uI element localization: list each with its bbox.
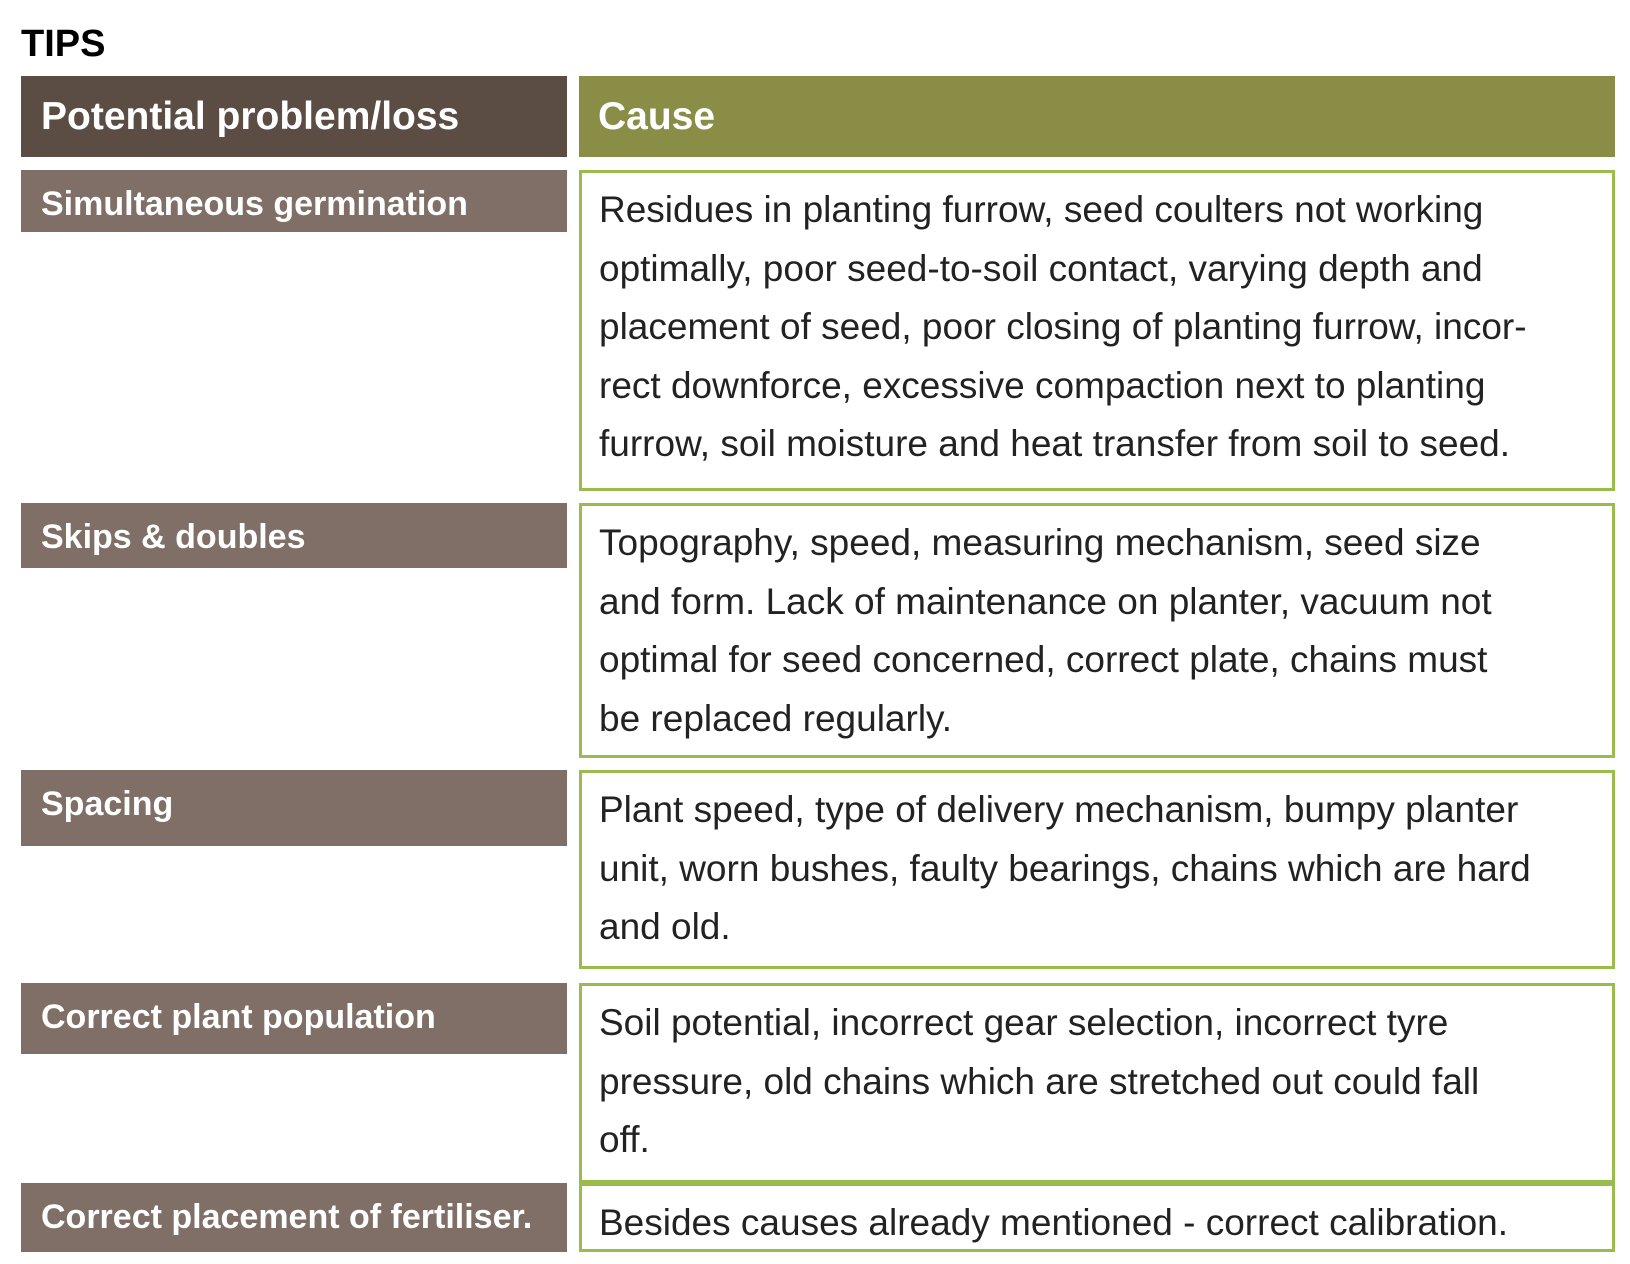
- row-cause-correct-placement-of-fertiliser: [579, 1183, 1615, 1252]
- cause-line: be replaced regularly.: [599, 697, 953, 739]
- cause-line: Besides causes already mentioned - correct calibration.: [599, 1202, 1509, 1243]
- cause-line: Residues in planting furrow, seed coulters not working: [599, 189, 1484, 230]
- row-problem-skips-doubles: Skips & doubles: [21, 503, 567, 568]
- cause-line: and form. Lack of maintenance on planter, vacuum not: [599, 580, 1492, 622]
- cause-line: optimal for seed concerned, correct plate, chains must: [599, 639, 1488, 680]
- cause-line: rect downforce, excessive compaction next to planting: [599, 364, 1486, 406]
- cause-line: furrow, soil moisture and heat transfer from soil to seed.: [599, 423, 1511, 464]
- row-problem-simultaneous-germination: Simultaneous germination: [21, 170, 567, 232]
- cause-line: optimally, poor seed-to-soil contact, varying depth and: [599, 247, 1483, 289]
- row-problem-correct-plant-population: Correct plant population: [21, 983, 567, 1054]
- cause-line: Soil potential, incorrect gear selection, incorrect tyre: [599, 1002, 1449, 1043]
- cause-line: Topography, speed, measuring mechanism, seed size: [599, 522, 1481, 563]
- page-title: TIPS: [21, 23, 106, 65]
- row-cause-simultaneous-germination: [579, 170, 1615, 491]
- cause-line: pressure, old chains which are stretched out could fall: [599, 1060, 1480, 1102]
- cause-line: and old.: [599, 906, 731, 947]
- cause-line: Plant speed, type of delivery mechanism, bumpy planter: [599, 789, 1519, 830]
- row-cause-skips-doubles: [579, 503, 1615, 758]
- header-problem: Potential problem/loss: [21, 76, 567, 157]
- cause-line: unit, worn bushes, faulty bearings, chains which are hard: [599, 847, 1531, 889]
- cause-line: placement of seed, poor closing of planting furrow, incor-: [599, 306, 1527, 347]
- row-problem-correct-placement-of-fertiliser: Correct placement of fertiliser.: [21, 1183, 567, 1252]
- header-cause: Cause: [579, 76, 1615, 157]
- row-cause-correct-plant-population: [579, 983, 1615, 1183]
- cause-line: off.: [599, 1119, 650, 1160]
- row-problem-spacing: Spacing: [21, 770, 567, 846]
- row-cause-spacing: [579, 770, 1615, 969]
